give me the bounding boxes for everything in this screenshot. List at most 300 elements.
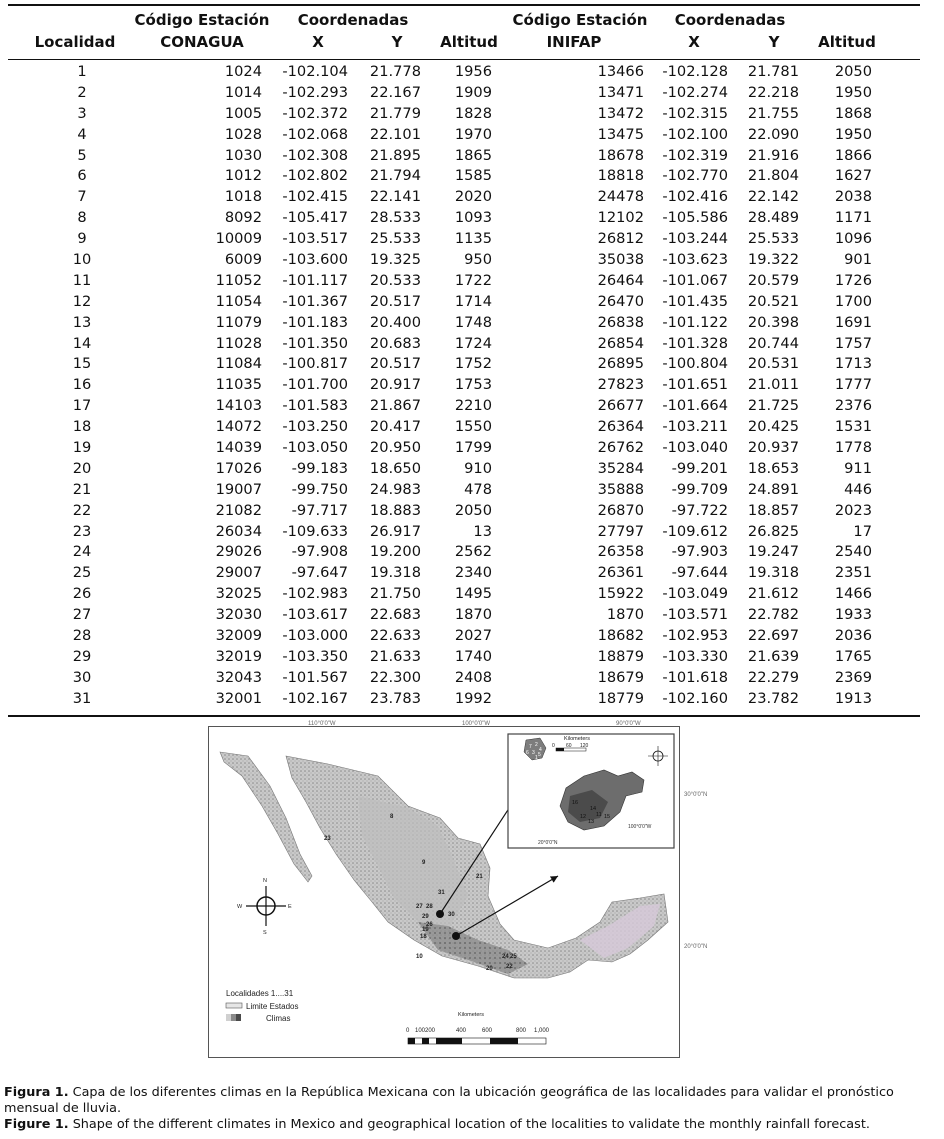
cell-x-inifap: -103.571: [662, 606, 728, 624]
cell-y-conagua: 20.417: [369, 418, 421, 436]
header-x-2: X: [688, 33, 700, 51]
cell-codigo-inifap: 13472: [597, 104, 644, 122]
cell-x-inifap: -101.435: [662, 292, 728, 310]
cell-altitud-conagua: 2020: [454, 188, 492, 206]
locality-label-8: 8: [390, 814, 394, 820]
cell-altitud-inifap: 1866: [834, 146, 872, 164]
table-row: [8, 354, 920, 375]
cell-localidad: 11: [72, 271, 92, 289]
cell-y-inifap: 20.521: [747, 292, 799, 310]
table-row: [8, 459, 920, 480]
locality-label-25: 25: [510, 954, 517, 960]
cell-altitud-conagua: 2050: [454, 501, 492, 519]
cell-altitud-inifap: 1933: [834, 606, 872, 624]
cell-y-conagua: 24.983: [369, 480, 421, 498]
cell-altitud-conagua: 2027: [454, 627, 492, 645]
cell-localidad: 6: [77, 167, 87, 185]
cell-altitud-conagua: 1585: [454, 167, 492, 185]
cell-y-inifap: 22.279: [747, 668, 799, 686]
cell-codigo-conagua: 1018: [224, 188, 262, 206]
cell-x-inifap: -102.315: [662, 104, 728, 122]
locality-label-26: 26: [426, 922, 433, 928]
caption-en-label: Figure 1.: [4, 1117, 69, 1132]
cell-altitud-inifap: 2038: [834, 188, 872, 206]
table-row: [8, 647, 920, 668]
inset-scale-tick-0: 0: [552, 743, 555, 749]
inset-number-4: 4: [539, 747, 542, 753]
locality-label-30: 30: [448, 912, 455, 918]
cell-x-inifap: -103.040: [662, 439, 728, 457]
cell-codigo-inifap: 18682: [597, 627, 644, 645]
cell-codigo-conagua: 1030: [224, 146, 262, 164]
header-altitud-1: Altitud: [440, 33, 498, 51]
cell-altitud-conagua: 1495: [454, 585, 492, 603]
cell-codigo-conagua: 14039: [215, 439, 262, 457]
cell-x-conagua: -103.000: [282, 627, 348, 645]
cell-x-inifap: -102.100: [662, 125, 728, 143]
legend-swatch-climas-2: [231, 1014, 236, 1021]
cell-altitud-inifap: 1713: [834, 355, 872, 373]
cell-x-conagua: -97.908: [291, 543, 348, 561]
inset-number-15: 15: [604, 814, 611, 820]
table-row: [8, 166, 920, 187]
locality-label-27: 27: [416, 904, 423, 910]
table-row: [8, 689, 920, 710]
cell-x-conagua: -102.308: [282, 146, 348, 164]
cell-x-inifap: -103.244: [662, 230, 728, 248]
cell-altitud-conagua: 2562: [454, 543, 492, 561]
scale-tick-600: 600: [482, 1028, 493, 1034]
legend-swatch-climas-1: [226, 1014, 231, 1021]
cell-y-inifap: 22.782: [747, 606, 799, 624]
cell-codigo-inifap: 35284: [597, 459, 644, 477]
table-row: [8, 83, 920, 104]
cell-x-conagua: -101.183: [282, 313, 348, 331]
cell-localidad: 29: [72, 647, 92, 665]
cell-localidad: 18: [72, 418, 92, 436]
cell-altitud-conagua: 1828: [454, 104, 492, 122]
cell-y-conagua: 28.533: [369, 209, 421, 227]
scale-seg-4: [490, 1038, 518, 1044]
cell-x-conagua: -102.293: [282, 83, 348, 101]
cell-codigo-conagua: 29007: [215, 564, 262, 582]
inset-number-14: 14: [590, 806, 597, 812]
cell-altitud-inifap: 2540: [834, 543, 872, 561]
cell-altitud-conagua: 1992: [454, 689, 492, 707]
cell-altitud-conagua: 1550: [454, 418, 492, 436]
cell-y-conagua: 20.950: [369, 439, 421, 457]
cell-localidad: 7: [77, 188, 87, 206]
locality-label-10: 10: [416, 954, 423, 960]
table-row: [8, 250, 920, 271]
locality-label-22: 22: [506, 964, 513, 970]
cell-x-conagua: -102.983: [282, 585, 348, 603]
cell-altitud-conagua: 1956: [454, 63, 492, 80]
cell-codigo-inifap: 13471: [597, 83, 644, 101]
cell-altitud-conagua: 1740: [454, 647, 492, 665]
cell-localidad: 31: [72, 689, 92, 707]
inset-number-2: 2: [535, 742, 538, 748]
cell-localidad: 27: [72, 606, 92, 624]
cell-codigo-conagua: 1014: [224, 83, 262, 101]
compass-n: N: [263, 878, 267, 884]
cell-y-conagua: 21.867: [369, 397, 421, 415]
cell-codigo-conagua: 1005: [224, 104, 262, 122]
cell-codigo-inifap: 18879: [597, 647, 644, 665]
cell-y-inifap: 18.653: [747, 459, 799, 477]
header-x-1: X: [312, 33, 324, 51]
cell-localidad: 23: [72, 522, 92, 540]
cell-codigo-conagua: 32001: [215, 689, 262, 707]
cell-localidad: 19: [72, 439, 92, 457]
caption-en-text: Shape of the different climates in Mexico and geographical location of the localities to validate the monthly rainfall forecast.: [72, 1117, 870, 1132]
cell-x-inifap: -99.709: [671, 480, 728, 498]
cell-codigo-inifap: 27823: [597, 376, 644, 394]
cell-altitud-inifap: 1868: [834, 104, 872, 122]
cell-y-conagua: 20.917: [369, 376, 421, 394]
cell-altitud-conagua: 2408: [454, 668, 492, 686]
cell-y-inifap: 21.725: [747, 397, 799, 415]
cell-localidad: 1: [77, 63, 87, 80]
table-row: [8, 313, 920, 334]
cell-y-inifap: 19.322: [747, 251, 799, 269]
cell-y-conagua: 21.750: [369, 585, 421, 603]
table-row: [8, 104, 920, 125]
cell-y-conagua: 20.400: [369, 313, 421, 331]
cell-y-conagua: 19.200: [369, 543, 421, 561]
compass-s: S: [263, 930, 267, 936]
cell-x-conagua: -103.250: [282, 418, 348, 436]
cell-codigo-inifap: 13475: [597, 125, 644, 143]
locality-label-28: 28: [426, 904, 433, 910]
table-row: [8, 271, 920, 292]
cell-x-conagua: -103.350: [282, 647, 348, 665]
inset-number-1: 1: [535, 755, 538, 761]
graticule-90w: 90°0'0"W: [616, 721, 641, 727]
cell-y-conagua: 19.325: [369, 251, 421, 269]
cell-x-conagua: -101.567: [282, 668, 348, 686]
graticule-100w: 100°0'0"W: [462, 721, 491, 727]
cell-codigo-inifap: 26677: [597, 397, 644, 415]
cell-codigo-inifap: 18779: [597, 689, 644, 707]
cell-y-inifap: 22.142: [747, 188, 799, 206]
cell-codigo-inifap: 1870: [606, 606, 644, 624]
cell-localidad: 8: [77, 209, 87, 227]
cell-y-conagua: 19.318: [369, 564, 421, 582]
locality-label-20: 20: [486, 966, 493, 972]
cell-localidad: 17: [72, 397, 92, 415]
table-row: [8, 62, 920, 83]
cell-x-conagua: -100.817: [282, 355, 348, 373]
cell-codigo-inifap: 35038: [597, 251, 644, 269]
cell-y-inifap: 28.489: [747, 209, 799, 227]
cell-x-inifap: -103.049: [662, 585, 728, 603]
cell-y-conagua: 22.167: [369, 83, 421, 101]
cell-x-inifap: -102.128: [662, 63, 728, 80]
table-row: [8, 375, 920, 396]
cell-y-inifap: 19.247: [747, 543, 799, 561]
cell-localidad: 15: [72, 355, 92, 373]
inset-number-11: 11: [596, 812, 602, 818]
cell-codigo-inifap: 26870: [597, 501, 644, 519]
cell-x-inifap: -102.770: [662, 167, 728, 185]
cell-localidad: 10: [72, 251, 92, 269]
cell-altitud-conagua: 1752: [454, 355, 492, 373]
scale-seg-3: [436, 1038, 462, 1044]
inset-number-3: 3: [532, 750, 535, 756]
cell-altitud-inifap: 17: [853, 522, 872, 540]
cell-altitud-inifap: 1691: [834, 313, 872, 331]
cell-altitud-conagua: 1865: [454, 146, 492, 164]
cell-y-inifap: 21.755: [747, 104, 799, 122]
cell-altitud-inifap: 1466: [834, 585, 872, 603]
inset-map: [508, 734, 674, 848]
cell-codigo-conagua: 14072: [215, 418, 262, 436]
cell-localidad: 26: [72, 585, 92, 603]
cell-x-inifap: -97.722: [671, 501, 728, 519]
cell-localidad: 9: [77, 230, 87, 248]
cell-localidad: 13: [72, 313, 92, 331]
header-inifap-line1: Código Estación: [512, 11, 648, 29]
cell-codigo-inifap: 18679: [597, 668, 644, 686]
cell-altitud-inifap: 901: [844, 251, 872, 269]
cell-altitud-conagua: 1135: [454, 230, 492, 248]
graticule-110w: 110°0'0"W: [308, 721, 336, 727]
cell-y-inifap: 21.011: [747, 376, 799, 394]
cell-localidad: 25: [72, 564, 92, 582]
locality-label-19: 19: [422, 927, 429, 933]
cell-codigo-conagua: 32009: [215, 627, 262, 645]
scale-title: Kilometers: [458, 1012, 484, 1018]
table-row: [8, 208, 920, 229]
cell-codigo-conagua: 6009: [224, 251, 262, 269]
cell-x-conagua: -101.367: [282, 292, 348, 310]
cell-localidad: 14: [72, 334, 92, 352]
table-row: [8, 605, 920, 626]
cell-localidad: 5: [77, 146, 87, 164]
cell-localidad: 4: [77, 125, 87, 143]
scale-seg-2: [422, 1038, 429, 1044]
cell-altitud-inifap: 2023: [834, 501, 872, 519]
cell-altitud-inifap: 911: [844, 459, 872, 477]
cell-y-conagua: 21.633: [369, 647, 421, 665]
cell-codigo-inifap: 26838: [597, 313, 644, 331]
cell-codigo-inifap: 18818: [597, 167, 644, 185]
cell-y-inifap: 20.744: [747, 334, 799, 352]
cell-x-inifap: -101.328: [662, 334, 728, 352]
cell-x-inifap: -97.644: [671, 564, 728, 582]
locality-label-21: 21: [476, 874, 483, 880]
table-row: [8, 438, 920, 459]
cell-codigo-conagua: 11052: [215, 271, 262, 289]
cell-x-conagua: -99.183: [291, 459, 348, 477]
cell-altitud-conagua: 1714: [454, 292, 492, 310]
legend-swatch-climas-3: [236, 1014, 241, 1021]
cell-codigo-inifap: 26364: [597, 418, 644, 436]
cell-altitud-inifap: 1950: [834, 83, 872, 101]
cell-altitud-conagua: 13: [473, 522, 492, 540]
cell-y-inifap: 18.857: [747, 501, 799, 519]
table-top-rule: [8, 4, 920, 6]
cell-x-conagua: -102.802: [282, 167, 348, 185]
cell-codigo-inifap: 13466: [597, 63, 644, 80]
cell-y-conagua: 21.779: [369, 104, 421, 122]
cell-altitud-conagua: 950: [464, 251, 492, 269]
cell-altitud-inifap: 1757: [834, 334, 872, 352]
cell-localidad: 20: [72, 459, 92, 477]
locality-label-29: 29: [422, 914, 429, 920]
cell-x-conagua: -101.117: [282, 271, 348, 289]
cell-x-conagua: -102.415: [282, 188, 348, 206]
cell-y-inifap: 25.533: [747, 230, 799, 248]
cell-codigo-inifap: 26812: [597, 230, 644, 248]
cell-x-inifap: -101.651: [662, 376, 728, 394]
caption-es-label: Figura 1.: [4, 1085, 69, 1100]
inset-scale-bar-seg: [556, 748, 564, 751]
caption-spanish: [4, 1085, 940, 1117]
cell-altitud-conagua: 1870: [454, 606, 492, 624]
cell-altitud-inifap: 1765: [834, 647, 872, 665]
cell-altitud-conagua: 910: [464, 459, 492, 477]
inset-number-12: 12: [580, 814, 587, 820]
cell-codigo-inifap: 18678: [597, 146, 644, 164]
header-conagua-line2: CONAGUA: [160, 33, 244, 51]
cell-y-conagua: 22.633: [369, 627, 421, 645]
cell-codigo-conagua: 1024: [224, 63, 262, 80]
cell-x-inifap: -101.618: [662, 668, 728, 686]
table-row: [8, 563, 920, 584]
cell-x-inifap: -101.122: [662, 313, 728, 331]
cell-altitud-inifap: 1778: [834, 439, 872, 457]
cell-codigo-conagua: 11079: [215, 313, 262, 331]
cell-x-conagua: -109.633: [282, 522, 348, 540]
table-row: [8, 187, 920, 208]
cell-codigo-inifap: 26854: [597, 334, 644, 352]
header-y-2: Y: [768, 33, 780, 51]
cell-altitud-inifap: 1950: [834, 125, 872, 143]
cell-localidad: 3: [77, 104, 87, 122]
cell-x-conagua: -103.517: [282, 230, 348, 248]
inset-number-5: 5: [538, 752, 541, 758]
cell-y-conagua: 26.917: [369, 522, 421, 540]
cell-altitud-conagua: 1722: [454, 271, 492, 289]
cell-x-conagua: -102.104: [282, 63, 348, 80]
cell-codigo-inifap: 26762: [597, 439, 644, 457]
header-coordenadas-2: Coordenadas: [674, 11, 786, 29]
cell-codigo-conagua: 1028: [224, 125, 262, 143]
cell-x-inifap: -102.416: [662, 188, 728, 206]
locality-label-18: 18: [420, 934, 427, 940]
cell-y-conagua: 25.533: [369, 230, 421, 248]
cell-altitud-inifap: 1627: [834, 167, 872, 185]
cell-y-conagua: 21.778: [369, 63, 421, 80]
table-row: [8, 522, 920, 543]
cell-codigo-inifap: 15922: [597, 585, 644, 603]
cell-y-conagua: 20.683: [369, 334, 421, 352]
inset-number-16: 16: [572, 800, 579, 806]
cell-y-conagua: 18.650: [369, 459, 421, 477]
cell-y-inifap: 24.891: [747, 480, 799, 498]
cell-codigo-conagua: 10009: [215, 230, 262, 248]
cell-localidad: 21: [72, 480, 92, 498]
cell-y-inifap: 21.916: [747, 146, 799, 164]
cell-x-inifap: -102.319: [662, 146, 728, 164]
cell-codigo-conagua: 32030: [215, 606, 262, 624]
header-altitud-2: Altitud: [818, 33, 876, 51]
table-row: [8, 146, 920, 167]
cell-x-conagua: -105.417: [282, 209, 348, 227]
cell-altitud-inifap: 2050: [834, 63, 872, 80]
cell-y-conagua: 20.517: [369, 355, 421, 373]
cell-y-conagua: 20.517: [369, 292, 421, 310]
cell-x-conagua: -103.600: [282, 251, 348, 269]
locality-label-23: 23: [324, 836, 331, 842]
cell-codigo-conagua: 26034: [215, 522, 262, 540]
cell-altitud-conagua: 1753: [454, 376, 492, 394]
cell-x-inifap: -103.330: [662, 647, 728, 665]
cell-altitud-inifap: 2351: [834, 564, 872, 582]
inset-scale-tick-60: 60: [566, 743, 572, 749]
locality-label-9: 9: [422, 860, 426, 866]
cell-codigo-conagua: 29026: [215, 543, 262, 561]
cell-y-inifap: 22.090: [747, 125, 799, 143]
cell-codigo-inifap: 26361: [597, 564, 644, 582]
cell-y-inifap: 21.804: [747, 167, 799, 185]
mexico-climate-map: [208, 721, 708, 1058]
table-row: [8, 501, 920, 522]
cell-codigo-conagua: 11054: [215, 292, 262, 310]
cell-localidad: 30: [72, 668, 92, 686]
cell-y-inifap: 19.318: [747, 564, 799, 582]
cell-x-inifap: -109.612: [662, 522, 728, 540]
cell-altitud-conagua: 1093: [454, 209, 492, 227]
cell-x-inifap: -103.623: [662, 251, 728, 269]
cell-codigo-conagua: 19007: [215, 480, 262, 498]
cell-altitud-conagua: 2340: [454, 564, 492, 582]
cell-y-conagua: 22.101: [369, 125, 421, 143]
table-row: [8, 584, 920, 605]
cell-y-conagua: 22.683: [369, 606, 421, 624]
cell-codigo-inifap: 26895: [597, 355, 644, 373]
cell-localidad: 24: [72, 543, 92, 561]
graticule-20n: 20°0'0"N: [684, 944, 708, 950]
table-row: [8, 480, 920, 501]
cell-codigo-conagua: 21082: [215, 501, 262, 519]
cell-altitud-conagua: 1799: [454, 439, 492, 457]
cell-codigo-conagua: 14103: [215, 397, 262, 415]
table-body: [8, 62, 920, 710]
cell-y-inifap: 20.531: [747, 355, 799, 373]
cell-x-inifap: -101.067: [662, 271, 728, 289]
table-row: [8, 668, 920, 689]
table-row: [8, 334, 920, 355]
cell-x-conagua: -103.050: [282, 439, 348, 457]
header-inifap-line2: INIFAP: [546, 33, 602, 51]
cell-y-conagua: 22.141: [369, 188, 421, 206]
cell-altitud-conagua: 1970: [454, 125, 492, 143]
table-row: [8, 292, 920, 313]
inset-lat-label: 20°0'0"N: [538, 840, 558, 846]
cell-altitud-conagua: 1909: [454, 83, 492, 101]
graticule-30n: 30°0'0"N: [684, 792, 708, 798]
cell-altitud-inifap: 2369: [834, 668, 872, 686]
scale-tick-800: 800: [516, 1028, 527, 1034]
cell-altitud-inifap: 446: [844, 480, 872, 498]
cell-y-inifap: 20.398: [747, 313, 799, 331]
header-localidad: Localidad: [34, 33, 116, 51]
cell-x-conagua: -101.350: [282, 334, 348, 352]
cell-codigo-inifap: 26470: [597, 292, 644, 310]
